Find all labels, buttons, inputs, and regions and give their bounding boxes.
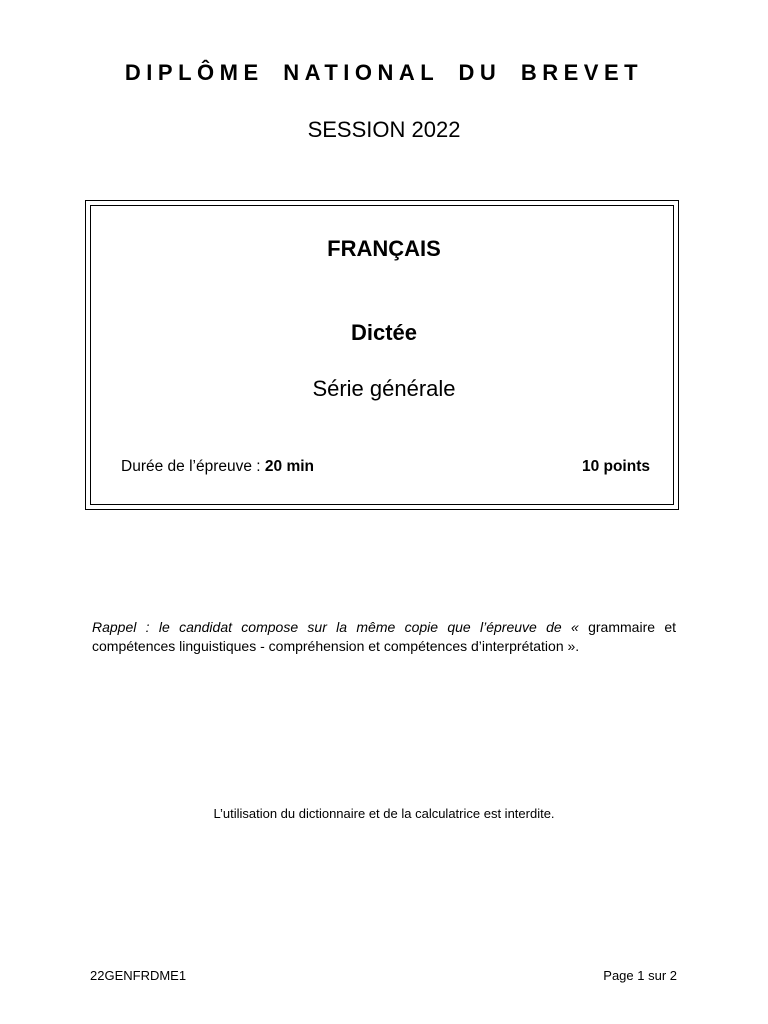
subject-title: FRANÇAIS xyxy=(327,236,441,261)
exam-series: Série générale xyxy=(312,376,456,401)
duration-value: 20 min xyxy=(264,458,314,475)
document-title: DIPLÔME NATIONAL DU BREVET xyxy=(124,60,644,85)
session-year: SESSION 2022 xyxy=(307,117,461,142)
footer-document-code: 22GENFRDME1 xyxy=(90,968,187,983)
exam-points: 10 points xyxy=(581,458,650,475)
reminder-paragraph xyxy=(92,618,676,656)
exam-duration xyxy=(121,458,314,476)
reminder-text-part1: : le candidat compose sur la même copie que l’épreuve de « xyxy=(136,619,589,635)
footer-page-number: Page 1 sur 2 xyxy=(603,968,677,983)
reminder-label: Rappel xyxy=(92,619,137,635)
reminder-close: ». xyxy=(567,638,580,654)
prohibition-notice: L’utilisation du dictionnaire et de la calculatrice est interdite. xyxy=(213,806,555,821)
reminder-emphasis: grammaire et compétences linguistiques xyxy=(92,619,676,654)
reminder-text-part2: - compréhension et compétences d’interprétation xyxy=(256,638,568,654)
duration-label: Durée de l’épreuve : xyxy=(121,458,265,475)
exam-type: Dictée xyxy=(350,320,418,345)
